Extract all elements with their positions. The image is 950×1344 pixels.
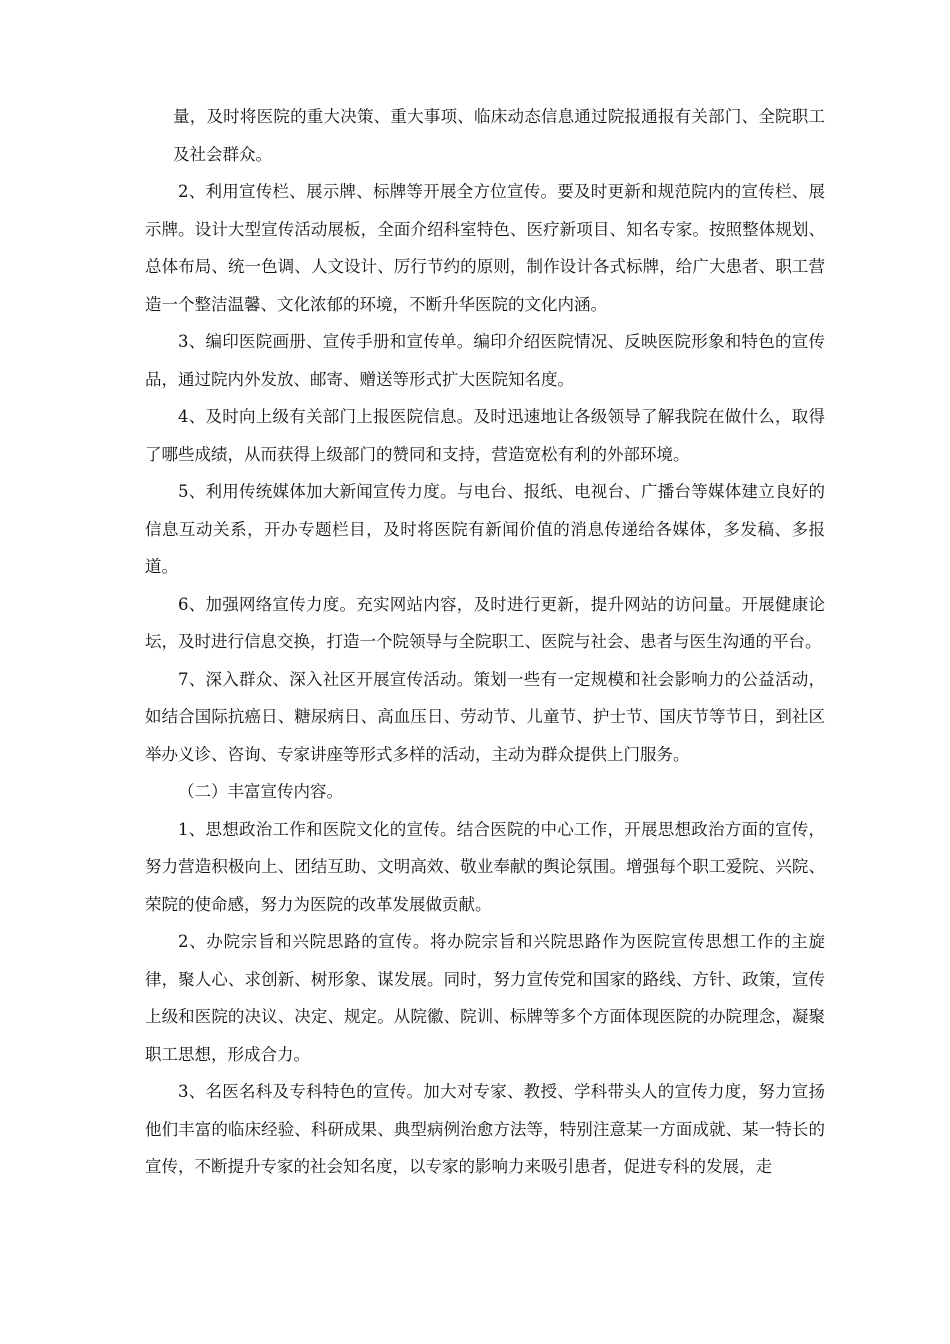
paragraph-item-6: 6、加强网络宣传力度。充实网站内容，及时进行更新，提升网站的访问量。开展健康论坛，及时进行信息交换，打造一个院领导与全院职工、医院与社会、患者与医生沟通的平台。 [145, 594, 825, 651]
paragraph-continuation: 量，及时将医院的重大决策、重大事项、临床动态信息通过院报通报有关部门、全院职工及社会群众。 [173, 107, 825, 164]
document-body [145, 98, 825, 1186]
paragraph-content-3: 3、名医名科及专科特色的宣传。加大对专家、教授、学科带头人的宣传力度，努力宣扬他们丰富的临床经验、科研成果、典型病例治愈方法等，特别注意某一方面成就、某一特长的宣传，不断提升专家的社会知名度，以专家的影响力来吸引患者，促进专科的发展，走 [145, 1082, 825, 1176]
paragraph-item-7: 7、深入群众、深入社区开展宣传活动。策划一些有一定规模和社会影响力的公益活动，如结合国际抗癌日、糖尿病日、高血压日、劳动节、儿童节、护士节、国庆节等节日，到社区举办义诊、咨询、专家讲座等形式多样的活动，主动为群众提供上门服务。 [145, 669, 825, 764]
section-heading: （二）丰富宣传内容。 [178, 782, 343, 801]
paragraph-content-2: 2、办院宗旨和兴院思路的宣传。将办院宗旨和兴院思路作为医院宣传思想工作的主旋律，聚人心、求创新、树形象、谋发展。同时，努力宣传党和国家的路线、方针、政策，宣传上级和医院的决议、决定、规定。从院徽、院训、标牌等多个方面体现医院的办院理念，凝聚职工思想，形成合力。 [145, 932, 825, 1064]
paragraph-content-1: 1、思想政治工作和医院文化的宣传。结合医院的中心工作，开展思想政治方面的宣传，努力营造积极向上、团结互助、文明高效、敬业奉献的舆论氛围。增强每个职工爱院、兴院、荣院的使命感，努力为医院的改革发展做贡献。 [145, 819, 825, 914]
paragraph-item-3: 3、编印医院画册、宣传手册和宣传单。编印介绍医院情况、反映医院形象和特色的宣传品，通过院内外发放、邮寄、赠送等形式扩大医院知名度。 [145, 332, 825, 389]
paragraph-item-2: 2、利用宣传栏、展示牌、标牌等开展全方位宣传。要及时更新和规范院内的宣传栏、展示牌。设计大型宣传活动展板，全面介绍科室特色、医疗新项目、知名专家。按照整体规划、总体布局、统一色调、人文设计、厉行节约的原则，制作设计各式标牌，给广大患者、职工营造一个整洁温馨、文化浓郁的环境，不断升华医院的文化内涵。 [145, 182, 825, 314]
paragraph-item-5: 5、利用传统媒体加大新闻宣传力度。与电台、报纸、电视台、广播台等媒体建立良好的信息互动关系，开办专题栏目，及时将医院有新闻价值的消息传递给各媒体，多发稿、多报道。 [145, 482, 825, 576]
paragraph-item-4: 4、及时向上级有关部门上报医院信息。及时迅速地让各级领导了解我院在做什么，取得了哪些成绩，从而获得上级部门的赞同和支持，营造宽松有利的外部环境。 [145, 407, 825, 464]
